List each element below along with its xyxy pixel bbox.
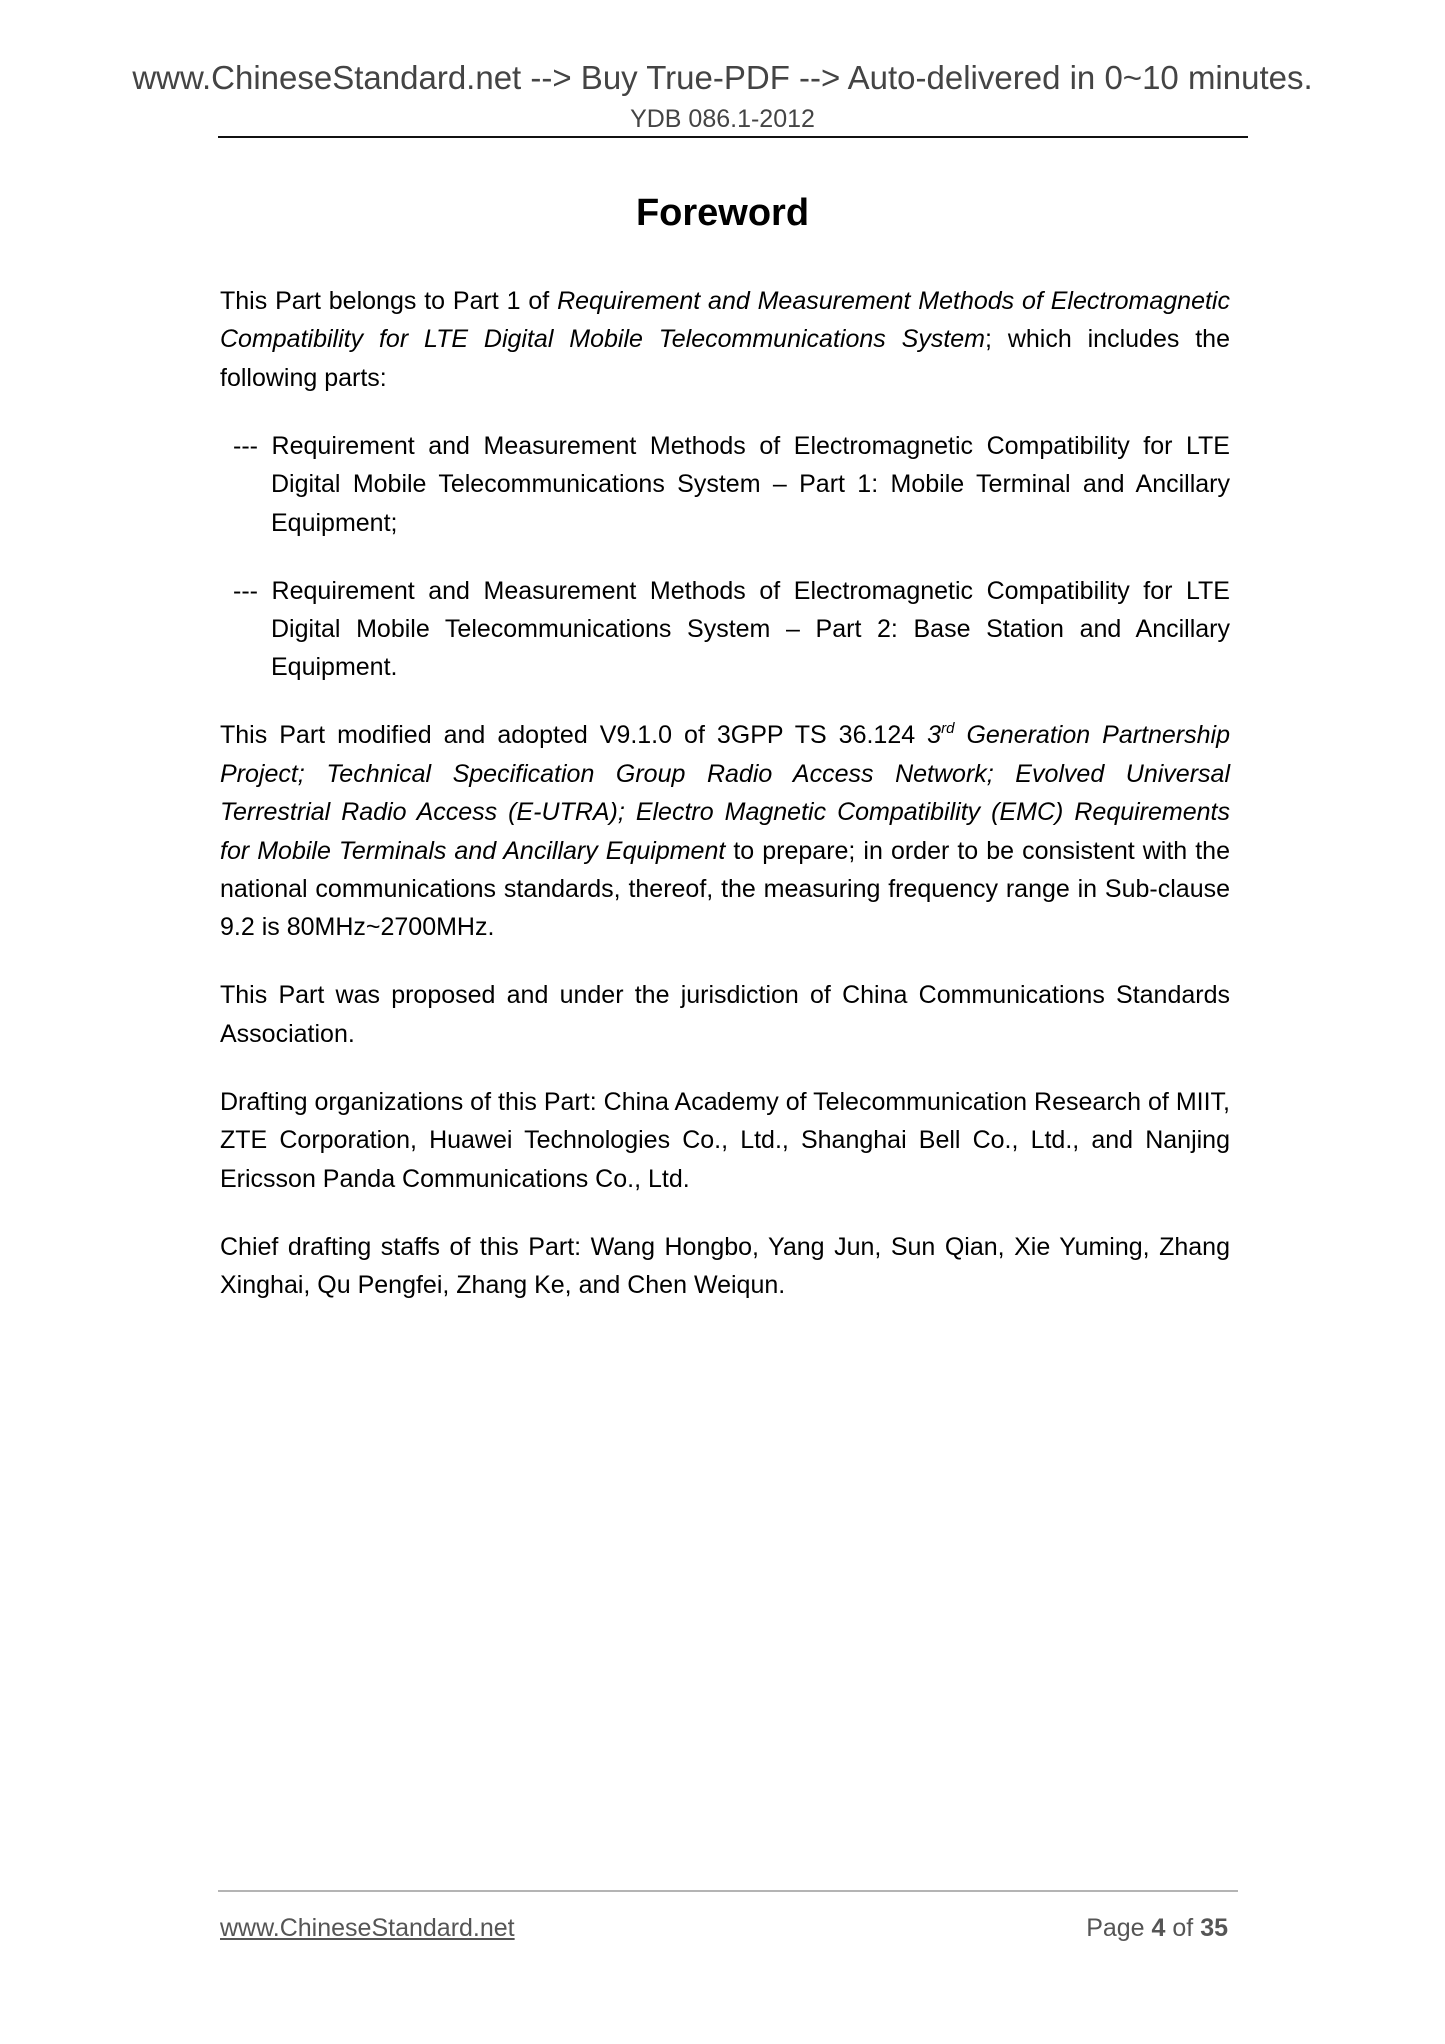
standard-code: YDB 086.1-2012 <box>630 105 815 133</box>
spec-title-text: Generation Partnership Project; Technical Specification Group Radio Access Network; Evolved Universal Terrestrial Radio Access (E-UTRA); Electro Magnetic Compatibility (EMC) Requirements for Mobile Terminals and Ancillary Equipment <box>220 721 1230 865</box>
page-title: Foreword <box>635 192 810 234</box>
list-item-text: Requirement and Measurement Methods of Electromagnetic Compatibility for LTE Digital Mobile Telecommunications System – Part 1: Mobile Terminal and Ancillary Equipment; <box>271 431 1230 537</box>
header-divider <box>218 136 1248 138</box>
ordinal-suffix: rd <box>941 720 955 738</box>
page-total: 35 <box>1200 1914 1228 1942</box>
footer-divider <box>218 1890 1238 1892</box>
intro-standard-title: Requirement and Measurement Methods of Electromagnetic Compatibility for LTE Digital Mobile Telecommunications System <box>220 287 1230 354</box>
adoption-lead: This Part modified and adopted V9.1.0 of 3GPP TS 36.124 <box>220 721 928 750</box>
adoption-tail: to prepare; in order to be consistent with the national communications standards, thereof, the measuring frequency range in Sub-clause 9.2 is 80MHz~2700MHz. <box>220 836 1230 942</box>
list-item-part-2 <box>220 572 1230 687</box>
page-label: Page <box>1086 1914 1152 1942</box>
intro-lead: This Part belongs to Part 1 of <box>220 287 558 315</box>
dash-bullet: --- <box>233 431 258 460</box>
page-indicator <box>1000 1912 1228 1944</box>
paragraph-jurisdiction: This Part was proposed and under the jurisdiction of China Communications Standards Association. <box>220 981 1230 1048</box>
dash-bullet: --- <box>233 576 258 605</box>
top-banner: www.ChineseStandard.net --> Buy True-PDF --> Auto-delivered in 0~10 minutes. <box>132 59 1313 96</box>
ordinal-number: 3 <box>927 721 942 750</box>
list-item-part-1 <box>220 427 1230 542</box>
paragraph-drafting-staff: Chief drafting staffs of this Part: Wang Hongbo, Yang Jun, Sun Qian, Xie Yuming, Zhang Xinghai, Qu Pengfei, Zhang Ke, and Chen Weiqun. <box>220 1232 1230 1300</box>
page-of-label: of <box>1165 1914 1201 1942</box>
paragraph-drafting-organizations: Drafting organizations of this Part: China Academy of Telecommunication Research of MIIT, ZTE Corporation, Huawei Technologies Co., Ltd., Shanghai Bell Co., Ltd., and Nanjing Ericsson Panda Communications Co., Ltd. <box>220 1087 1230 1193</box>
intro-tail: ; which includes the following parts: <box>220 325 1230 392</box>
footer-website-link[interactable]: www.ChineseStandard.net <box>220 1914 515 1942</box>
paragraph-intro <box>220 282 1230 397</box>
list-item-text: Requirement and Measurement Methods of Electromagnetic Compatibility for LTE Digital Mobile Telecommunications System – Part 2: Base Station and Ancillary Equipment. <box>271 576 1230 682</box>
document-body <box>220 282 1230 1334</box>
paragraph-adoption <box>220 716 1230 946</box>
page-current: 4 <box>1151 1914 1166 1942</box>
